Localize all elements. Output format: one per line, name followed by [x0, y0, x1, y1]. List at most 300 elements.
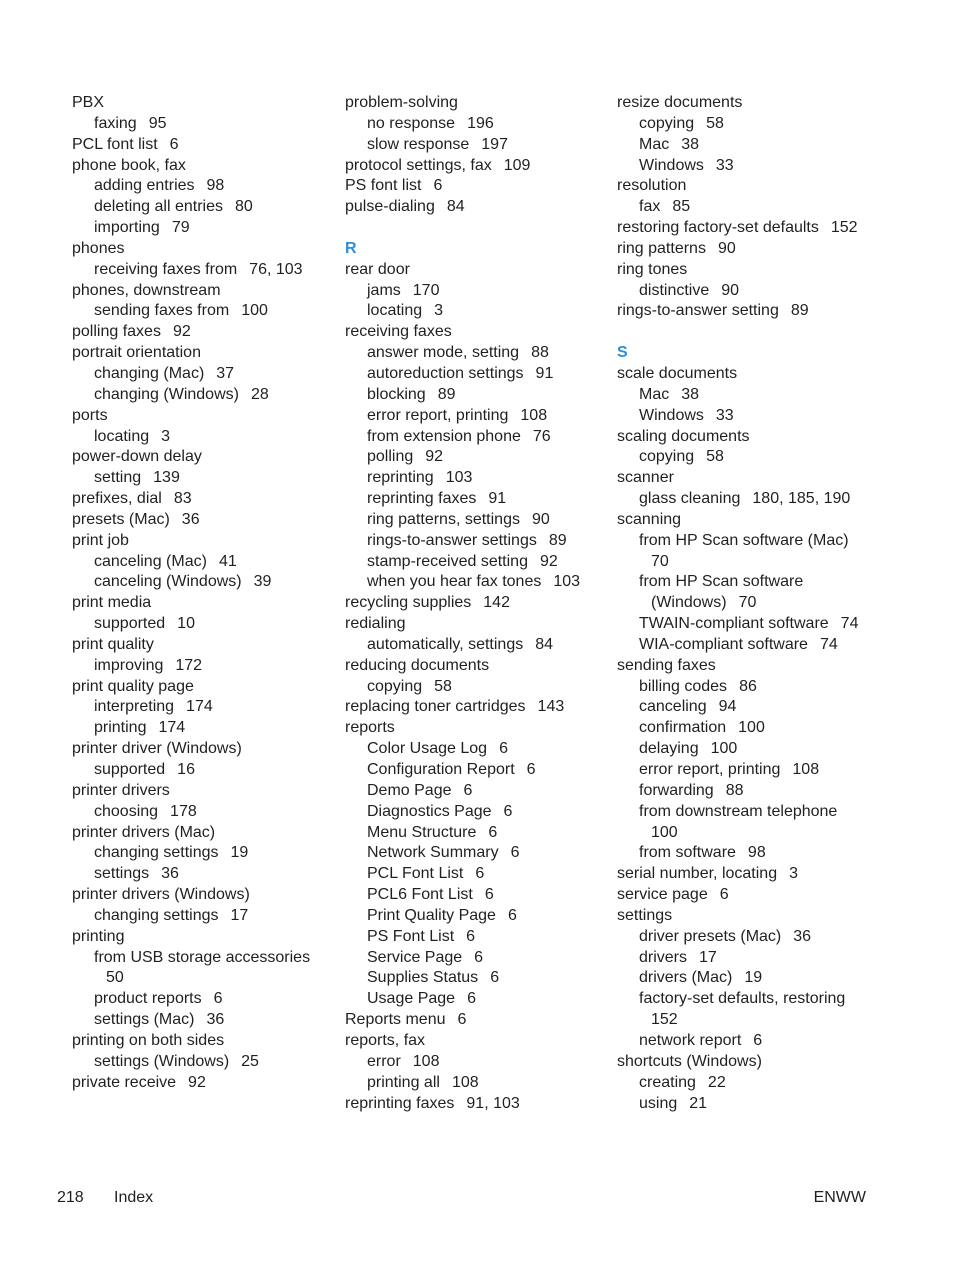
- index-term: copying: [367, 677, 423, 695]
- index-subentry: [617, 968, 879, 989]
- index-term: prefixes, dial: [72, 490, 162, 508]
- index-page-ref: 108: [792, 761, 820, 778]
- index-term: printing: [94, 719, 147, 737]
- index-term: phones, downstream: [72, 281, 221, 299]
- index-entry: [72, 281, 330, 302]
- index-entry: [617, 176, 879, 197]
- index-entry: [72, 927, 330, 948]
- index-term: Demo Page: [367, 781, 452, 799]
- index-subentry: [345, 1052, 603, 1073]
- index-term: shortcuts (Windows): [617, 1052, 762, 1070]
- index-subentry: [72, 864, 330, 885]
- index-subentry: [617, 385, 879, 406]
- index-subentry: [345, 531, 603, 552]
- index-subentry: [345, 468, 603, 489]
- index-page-ref: 28: [250, 385, 269, 403]
- index-page-ref: 80: [234, 198, 253, 216]
- index-page-ref: 103: [445, 469, 473, 487]
- index-subentry: [617, 760, 879, 781]
- index-page-ref: 36: [793, 927, 812, 945]
- index-page-ref: 91, 103: [466, 1094, 520, 1112]
- index-subentry: [72, 197, 330, 218]
- index-entry: [72, 343, 330, 364]
- index-subentry: [617, 572, 879, 593]
- index-term: resize documents: [617, 94, 743, 111]
- index-page-ref: 152: [651, 1011, 678, 1029]
- index-term: rear door: [345, 260, 410, 278]
- index-term: using: [639, 1094, 678, 1112]
- index-term: Diagnostics Page: [367, 802, 492, 820]
- footer-page-number: 218: [57, 1189, 84, 1206]
- index-subentry: [345, 135, 603, 156]
- index-term: settings (Windows): [94, 1052, 230, 1070]
- index-term: reducing documents: [345, 656, 490, 674]
- index-subentry: [345, 427, 603, 448]
- index-term: ring tones: [617, 260, 688, 278]
- index-page-ref: 143: [537, 698, 565, 716]
- index-subentry: [72, 843, 330, 864]
- index-page-ref: 41: [218, 552, 237, 570]
- index-term: blocking: [367, 385, 426, 403]
- index-entry: [72, 510, 330, 531]
- index-entry: [345, 156, 603, 177]
- index-subentry: [345, 677, 603, 698]
- index-term: (Windows): [651, 594, 727, 612]
- index-subentry: [617, 718, 879, 739]
- index-page-ref: 90: [717, 239, 736, 257]
- index-page-ref: 6: [507, 906, 517, 924]
- index-entry: [617, 239, 879, 260]
- index-page-ref: 6: [475, 865, 485, 883]
- index-entry: [72, 135, 330, 156]
- index-subentry: [617, 948, 879, 969]
- index-subentry: [617, 697, 879, 718]
- index-term: sending faxes from: [94, 302, 230, 320]
- index-entry: [345, 93, 603, 114]
- index-subentry: [617, 489, 879, 510]
- index-term: scanning: [617, 510, 682, 528]
- index-subentry: [345, 301, 603, 322]
- index-entry: [617, 1052, 879, 1073]
- index-entry: [345, 718, 603, 739]
- index-term: no response: [367, 114, 456, 132]
- index-page-ref: 6: [503, 802, 513, 820]
- index-page-ref: 174: [158, 719, 186, 737]
- index-entry: [345, 176, 603, 197]
- index-term: recycling supplies: [345, 594, 472, 612]
- index-page-ref: 21: [689, 1094, 708, 1112]
- index-page-ref: 6: [490, 969, 500, 987]
- index-entry: [72, 1073, 330, 1094]
- index-term: glass cleaning: [639, 490, 741, 508]
- index-page-ref: 76: [532, 427, 551, 445]
- index-page-ref: 139: [153, 469, 180, 487]
- index-page-ref: 92: [539, 552, 558, 570]
- index-page-ref: 100: [241, 302, 268, 320]
- index-term: setting: [94, 469, 142, 487]
- index-term: interpreting: [94, 698, 175, 716]
- index-entry: [617, 906, 879, 927]
- index-page-ref: 6: [484, 886, 494, 904]
- index-subentry: [345, 447, 603, 468]
- index-page-ref: 3: [434, 302, 444, 320]
- index-term: fax: [639, 198, 661, 216]
- index-page-ref: 98: [747, 844, 766, 862]
- index-term: Windows: [639, 156, 704, 174]
- index-term: from HP Scan software (Mac): [639, 531, 849, 549]
- index-page-ref: 3: [789, 865, 798, 883]
- index-entry: [345, 260, 603, 281]
- index-term: factory-set defaults, restoring: [639, 990, 846, 1008]
- index-subentry: [72, 552, 330, 573]
- index-term: portrait orientation: [72, 344, 201, 362]
- index-term: Print Quality Page: [367, 906, 496, 924]
- index-term: copying: [639, 448, 695, 466]
- index-page-ref: 36: [181, 510, 200, 528]
- index-page-ref: 95: [148, 114, 167, 132]
- index-page-ref: 174: [186, 698, 213, 716]
- index-subentry: [345, 385, 603, 406]
- index-term: Windows: [639, 406, 704, 424]
- index-subentry: [617, 447, 879, 468]
- index-entry: [617, 364, 879, 385]
- index-entry: [345, 1031, 603, 1052]
- index-entry: [345, 197, 603, 218]
- index-entry: [72, 885, 330, 906]
- index-term: polling faxes: [72, 323, 161, 341]
- index-term: printing all: [367, 1073, 440, 1091]
- index-entry: [345, 614, 603, 635]
- index-page-ref: 6: [457, 1011, 467, 1029]
- index-page-ref: 180, 185, 190: [752, 490, 851, 508]
- index-subentry: [345, 739, 603, 760]
- index-subentry: [345, 885, 603, 906]
- index-letter-heading: R: [345, 239, 357, 257]
- index-entry: [345, 1094, 603, 1115]
- index-entry: [617, 260, 879, 281]
- index-subentry: [72, 364, 330, 385]
- index-term: printer drivers (Mac): [72, 823, 216, 841]
- index-page-ref: 37: [216, 364, 235, 382]
- index-term: PS Font List: [367, 927, 455, 945]
- index-continuation: [72, 968, 330, 989]
- index-page-ref: 33: [715, 406, 734, 424]
- index-term: error report, printing: [367, 406, 509, 424]
- index-term: slow response: [367, 135, 470, 153]
- index-page-ref: 6: [526, 761, 536, 778]
- index-subentry: [72, 760, 330, 781]
- index-subentry: [617, 1031, 879, 1052]
- index-term: redialing: [345, 615, 406, 633]
- index-page-ref: 79: [171, 219, 190, 237]
- index-entry: [617, 218, 879, 239]
- index-subentry: [72, 948, 330, 969]
- index-term: power-down delay: [72, 448, 202, 466]
- index-term: ports: [72, 406, 108, 424]
- index-subentry: [617, 989, 879, 1010]
- index-page-ref: 94: [718, 698, 737, 716]
- index-page-ref: 98: [206, 177, 225, 195]
- index-page-ref: 172: [175, 656, 203, 674]
- index-term: presets (Mac): [72, 510, 170, 528]
- index-term: print media: [72, 594, 152, 612]
- index-subentry: [72, 614, 330, 635]
- index-entry: [72, 593, 330, 614]
- index-term: Configuration Report: [367, 761, 515, 778]
- index-subentry: [617, 927, 879, 948]
- index-term: TWAIN-compliant software: [639, 615, 829, 633]
- index-subentry: [617, 1094, 879, 1115]
- index-entry: [72, 447, 330, 468]
- index-continuation: [617, 823, 879, 844]
- index-page-ref: 6: [510, 844, 520, 862]
- index-page-ref: 6: [213, 990, 223, 1008]
- index-term: locating: [94, 427, 150, 445]
- index-term: replacing toner cartridges: [345, 698, 526, 716]
- index-term: resolution: [617, 177, 687, 195]
- index-page-ref: 85: [672, 198, 691, 216]
- index-entry: [72, 635, 330, 656]
- index-page-ref: 91: [488, 490, 507, 508]
- index-entry: [345, 697, 603, 718]
- index-term: settings: [617, 906, 673, 924]
- index-page-ref: 10: [177, 615, 195, 633]
- index-term: from extension phone: [367, 427, 521, 445]
- index-page-ref: 88: [531, 344, 549, 362]
- index-subentry: [345, 781, 603, 802]
- index-subentry: [72, 572, 330, 593]
- index-subentry: [345, 864, 603, 885]
- index-term: supported: [94, 761, 166, 778]
- index-entry: [72, 531, 330, 552]
- index-page-ref: 76, 103: [249, 260, 303, 278]
- index-entry: [72, 239, 330, 260]
- index-column-3: [617, 93, 879, 1114]
- index-term: delaying: [639, 740, 699, 758]
- index-term: private receive: [72, 1073, 177, 1091]
- index-entry: [617, 93, 879, 114]
- index-continuation: [617, 552, 879, 573]
- index-page-ref: 17: [230, 906, 249, 924]
- index-subentry: [617, 114, 879, 135]
- index-term: jams: [367, 281, 401, 299]
- index-term: Network Summary: [367, 844, 499, 862]
- index-page-ref: 90: [721, 281, 740, 299]
- index-term: receiving faxes from: [94, 260, 238, 278]
- index-term: deleting all entries: [94, 198, 223, 216]
- index-page-ref: 152: [830, 219, 858, 237]
- index-page-ref: 6: [169, 135, 179, 153]
- index-page-ref: 25: [241, 1052, 259, 1070]
- index-term: scale documents: [617, 364, 738, 382]
- index-term: reports, fax: [345, 1031, 426, 1049]
- index-entry: [72, 823, 330, 844]
- index-page-ref: 103: [553, 573, 581, 591]
- index-subentry: [617, 156, 879, 177]
- index-term: supported: [94, 615, 166, 633]
- index-page-ref: 92: [425, 448, 444, 466]
- index-term: changing settings: [94, 906, 219, 924]
- index-entry: [617, 864, 879, 885]
- index-page-ref: 84: [535, 635, 554, 653]
- index-entry: [345, 593, 603, 614]
- index-subentry: [617, 739, 879, 760]
- index-entry: [72, 489, 330, 510]
- index-subentry: [617, 531, 879, 552]
- footer-section-title: Index: [114, 1189, 154, 1206]
- index-subentry: [72, 260, 330, 281]
- index-column-1: [72, 93, 330, 1094]
- index-page-ref: 6: [467, 990, 476, 1008]
- index-page-ref: 36: [161, 865, 179, 883]
- index-subentry: [345, 572, 603, 593]
- index-term: settings: [94, 865, 150, 883]
- index-subentry: [345, 906, 603, 927]
- index-entry: [617, 510, 879, 531]
- index-term: printer drivers (Windows): [72, 886, 250, 904]
- index-term: Mac: [639, 385, 670, 403]
- index-page-ref: 50: [106, 969, 124, 987]
- index-page-ref: 89: [790, 302, 809, 320]
- index-term: improving: [94, 656, 164, 674]
- index-subentry: [72, 176, 330, 197]
- index-entry: [72, 677, 330, 698]
- index-term: settings (Mac): [94, 1011, 195, 1029]
- index-page-ref: 196: [467, 114, 494, 132]
- index-subentry: [345, 489, 603, 510]
- index-page-ref: 88: [725, 781, 744, 799]
- index-term: phones: [72, 239, 125, 257]
- index-term: polling: [367, 448, 414, 466]
- index-term: billing codes: [639, 677, 728, 695]
- index-term: Supplies Status: [367, 969, 479, 987]
- index-subentry: [345, 989, 603, 1010]
- index-term: choosing: [94, 802, 159, 820]
- index-subentry: [72, 989, 330, 1010]
- index-entry: [617, 427, 879, 448]
- index-subentry: [617, 197, 879, 218]
- index-term: reprinting faxes: [367, 490, 477, 508]
- index-page-ref: 108: [520, 406, 548, 424]
- index-term: driver presets (Mac): [639, 927, 782, 945]
- index-entry: [72, 156, 330, 177]
- index-subentry: [617, 281, 879, 302]
- index-entry: [345, 322, 603, 343]
- index-term: answer mode, setting: [367, 344, 520, 362]
- index-term: phone book, fax: [72, 156, 186, 174]
- index-continuation: [617, 593, 879, 614]
- index-term: reports: [345, 719, 395, 737]
- index-term: PBX: [72, 94, 105, 111]
- index-term: changing settings: [94, 844, 219, 862]
- index-page-ref: 100: [738, 719, 765, 737]
- index-subentry: [72, 427, 330, 448]
- index-page-ref: 36: [206, 1011, 225, 1029]
- index-subentry: [617, 781, 879, 802]
- index-subentry: [617, 843, 879, 864]
- index-term: canceling: [639, 698, 707, 716]
- index-subentry: [617, 406, 879, 427]
- index-page-ref: 170: [412, 281, 440, 299]
- index-term: from USB storage accessories: [94, 948, 311, 966]
- index-term: Usage Page: [367, 990, 456, 1008]
- index-term: scaling documents: [617, 427, 750, 445]
- index-term: protocol settings, fax: [345, 156, 492, 174]
- index-term: printer driver (Windows): [72, 740, 242, 758]
- index-page-ref: 74: [819, 635, 838, 653]
- index-term: reprinting: [367, 469, 434, 487]
- index-subentry: [345, 760, 603, 781]
- index-subentry: [345, 552, 603, 573]
- index-term: automatically, settings: [367, 635, 524, 653]
- index-term: locating: [367, 302, 423, 320]
- index-page-ref: 6: [753, 1031, 763, 1049]
- index-subentry: [345, 823, 603, 844]
- index-page-ref: 3: [161, 427, 171, 445]
- index-entry: [72, 93, 330, 114]
- index-page-ref: 58: [434, 677, 452, 695]
- index-term: creating: [639, 1073, 696, 1091]
- index-term: rings-to-answer setting: [617, 302, 779, 320]
- index-subentry: [345, 364, 603, 385]
- index-subentry: [72, 656, 330, 677]
- index-subentry: [72, 718, 330, 739]
- index-page-ref: 33: [715, 156, 734, 174]
- index-subentry: [72, 114, 330, 135]
- index-term: canceling (Mac): [94, 552, 207, 570]
- index-subentry: [72, 385, 330, 406]
- index-subentry: [345, 343, 603, 364]
- index-page-ref: 6: [433, 177, 443, 195]
- index-term: error report, printing: [639, 761, 781, 778]
- index-term: drivers: [639, 948, 688, 966]
- index-term: print quality: [72, 635, 154, 653]
- index-page-ref: 142: [483, 594, 510, 612]
- index-page-ref: 6: [488, 823, 498, 841]
- index-page-ref: 86: [739, 677, 757, 695]
- index-entry: [72, 739, 330, 760]
- index-term: PCL6 Font List: [367, 886, 473, 904]
- index-entry: [345, 1010, 603, 1031]
- index-term: when you hear fax tones: [367, 573, 542, 591]
- index-subentry: [345, 406, 603, 427]
- index-term: adding entries: [94, 177, 195, 195]
- index-page-ref: 39: [253, 573, 272, 591]
- index-subentry: [345, 1073, 603, 1094]
- index-term: print job: [72, 531, 129, 549]
- index-term: printer drivers: [72, 781, 170, 799]
- index-term: Mac: [639, 135, 670, 153]
- index-page-ref: 89: [437, 385, 456, 403]
- index-term: from HP Scan software: [639, 573, 804, 591]
- index-term: drivers (Mac): [639, 969, 733, 987]
- index-page-ref: 108: [412, 1052, 440, 1070]
- index-term: serial number, locating: [617, 865, 778, 883]
- index-page-ref: 108: [451, 1073, 479, 1091]
- index-entry: [72, 322, 330, 343]
- index-term: sending faxes: [617, 656, 716, 674]
- index-subentry: [345, 927, 603, 948]
- index-term: canceling (Windows): [94, 573, 242, 591]
- index-term: Color Usage Log: [367, 740, 488, 758]
- index-subentry: [617, 614, 879, 635]
- index-page-ref: 70: [651, 552, 669, 570]
- index-term: error: [367, 1052, 401, 1070]
- index-term: rings-to-answer settings: [367, 531, 537, 549]
- index-entry: [617, 468, 879, 489]
- index-term: reprinting faxes: [345, 1094, 455, 1112]
- index-page-ref: 178: [170, 802, 197, 820]
